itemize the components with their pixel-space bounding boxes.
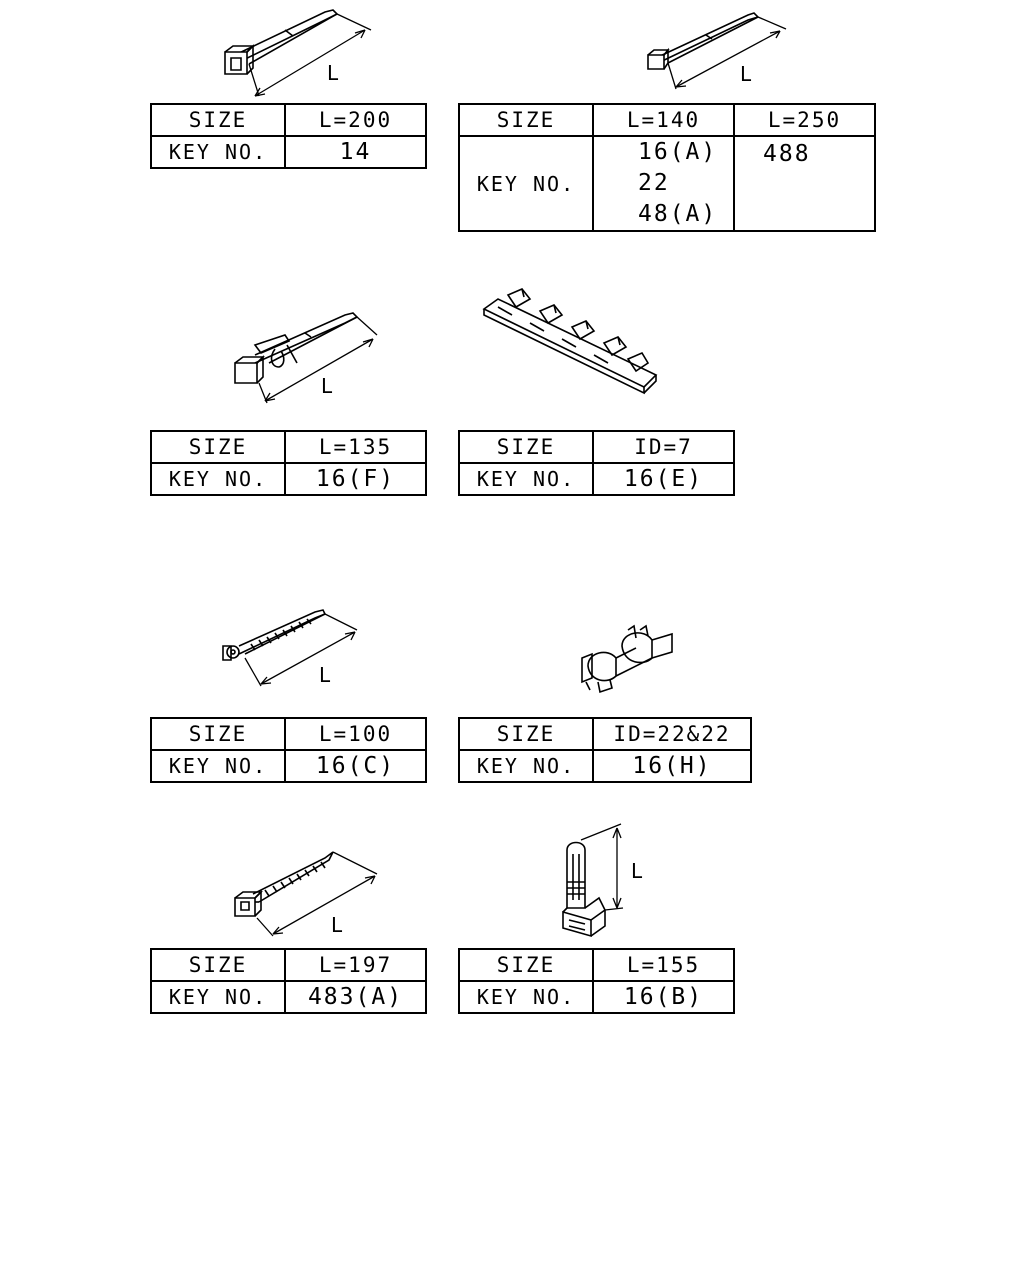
key-value: 22 xyxy=(638,170,670,196)
key-value: 483(A) xyxy=(285,981,426,1013)
size-value: L=250 xyxy=(734,104,875,136)
cable-tie-drawing-1 xyxy=(215,0,385,100)
double-clip-icon xyxy=(582,626,672,692)
dimension-line xyxy=(249,14,371,96)
key-value-list xyxy=(593,136,734,231)
size-header: SIZE xyxy=(151,431,285,463)
key-value: 16(C) xyxy=(285,750,426,782)
key-value: 14 xyxy=(285,136,426,168)
spec-table-8 xyxy=(458,948,735,1014)
key-value: 16(H) xyxy=(593,750,751,782)
clip-rail-icon xyxy=(484,289,656,393)
dimension-line xyxy=(581,824,623,910)
dimension-line xyxy=(668,17,786,89)
size-header: SIZE xyxy=(459,431,593,463)
dimension-label: L xyxy=(319,663,331,687)
cable-tie-icon xyxy=(648,13,758,69)
push-mount-tie-icon xyxy=(223,610,325,660)
key-header: KEY NO. xyxy=(459,750,593,782)
double-clip-drawing-6 xyxy=(578,622,683,697)
key-value: 16(F) xyxy=(285,463,426,495)
dimension-label: L xyxy=(631,859,643,883)
size-header: SIZE xyxy=(151,718,285,750)
dimension-line xyxy=(259,317,377,403)
cable-tie-drawing-7 xyxy=(225,840,385,940)
push-mount-tie-drawing-5 xyxy=(215,600,375,695)
cable-tie-drawing-2 xyxy=(640,5,800,100)
size-header: SIZE xyxy=(459,718,593,750)
spec-table-3 xyxy=(150,430,427,496)
spec-table-4 xyxy=(458,430,735,496)
size-value: L=135 xyxy=(285,431,426,463)
dimension-label: L xyxy=(327,61,339,85)
strap-clip-icon xyxy=(563,843,605,937)
strap-clip-drawing-8 xyxy=(555,820,655,945)
key-header: KEY NO. xyxy=(459,136,593,231)
dimension-label: L xyxy=(321,374,333,398)
spec-table-1 xyxy=(150,103,427,169)
dimension-line xyxy=(257,852,377,936)
key-header: KEY NO. xyxy=(151,981,285,1013)
key-header: KEY NO. xyxy=(459,981,593,1013)
clip-tie-drawing-3 xyxy=(225,305,390,410)
cable-tie-icon xyxy=(225,10,337,74)
size-value: L=197 xyxy=(285,949,426,981)
size-value: ID=22&22 xyxy=(593,718,751,750)
key-value: 16(A) xyxy=(638,139,718,165)
size-header: SIZE xyxy=(459,949,593,981)
size-value: ID=7 xyxy=(593,431,734,463)
size-value: L=100 xyxy=(285,718,426,750)
cable-tie-icon xyxy=(235,852,333,916)
dimension-label: L xyxy=(740,62,752,86)
key-value: 16(B) xyxy=(593,981,734,1013)
spec-table-6 xyxy=(458,717,752,783)
key-value: 488 xyxy=(734,136,875,231)
spec-table-7 xyxy=(150,948,427,1014)
size-header: SIZE xyxy=(151,949,285,981)
key-header: KEY NO. xyxy=(459,463,593,495)
size-value: L=200 xyxy=(285,104,426,136)
key-header: KEY NO. xyxy=(151,136,285,168)
key-header: KEY NO. xyxy=(151,463,285,495)
size-header: SIZE xyxy=(459,104,593,136)
clip-tie-icon xyxy=(235,313,357,383)
size-value: L=155 xyxy=(593,949,734,981)
spec-table-5 xyxy=(150,717,427,783)
size-header: SIZE xyxy=(151,104,285,136)
size-value: L=140 xyxy=(593,104,734,136)
spec-table-2 xyxy=(458,103,876,232)
clip-rail-drawing-4 xyxy=(478,285,668,400)
key-value: 48(A) xyxy=(638,201,718,227)
dimension-label: L xyxy=(331,913,343,937)
key-header: KEY NO. xyxy=(151,750,285,782)
key-value: 16(E) xyxy=(593,463,734,495)
